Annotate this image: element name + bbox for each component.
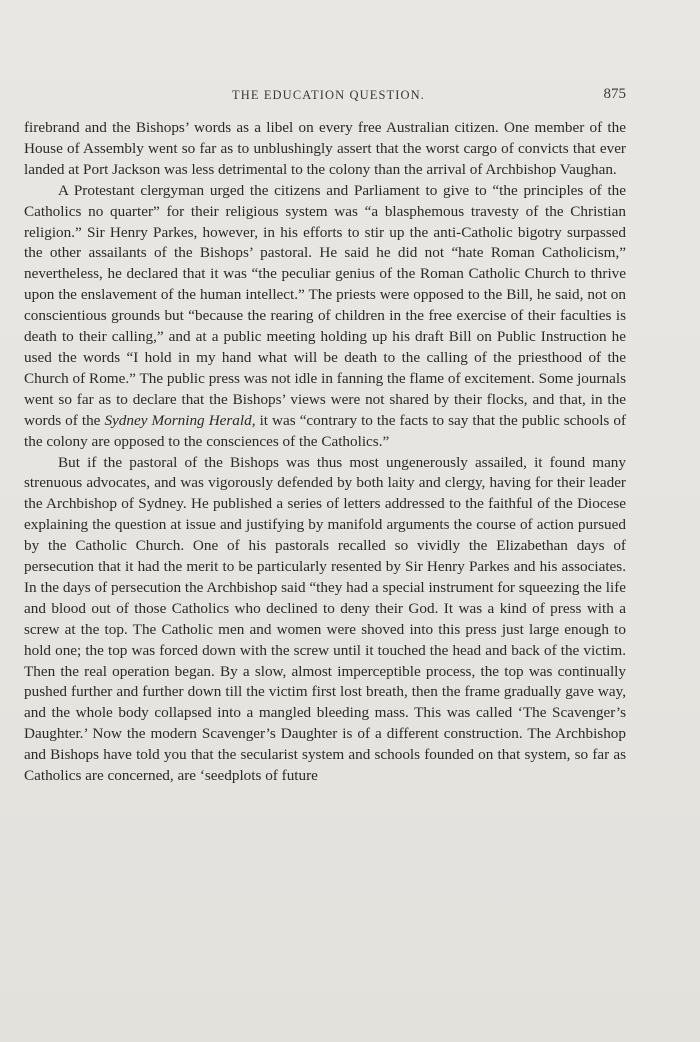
running-title: THE EDUCATION QUESTION. <box>232 88 425 102</box>
paragraph-text: it was “contrary to the facts to say that the public schools of the colony are opposed to the consciences of the Catholics.” <box>24 411 627 450</box>
newspaper-title: Sydney Morning Herald, <box>104 411 256 429</box>
paragraph-pastoral-defended <box>24 453 626 788</box>
paragraph-text: But if the pastoral of the Bishops was thus most ungenerously assailed, it found many strenuous advocates, and was vigorously defended by both laity and clergy, having for their leader the Archbishop of Sydney. He published a series of letters addressed to the faithful of the Diocese explaining the question at issue and justifying by manifold arguments the course of action pursued by the Catholic Church. One of his pastorals recalled so vividly the Elizabethan days of persecution that it had the merit to be particularly resented by Sir Henry Parkes and his associates. In the days of persecution the Archbishop said “they had a special instrument for squeezing the life and blood out of those Catholics who declined to deny their God. It was a kind of press with a screw at the top. The Catholic men and women were shoved into this press just large enough to hold one; the top was forced down with the screw until it touched the head and back of the victim. Then the real operation began. By a slow, almost imperceptible process, the top was continually pushed further and further down till the victim first lost breath, then the frame gradually gave way, and the whole body collapsed into a mangled bleeding mass. This was called ‘The Scavenger’s Daughter.’ Now the modern Scavenger’s Daughter is of a different construction. The Archbishop and Bishops have told you that the secularist system and schools founded on that system, so far as Catholics are concerned, are ‘seedplots of future <box>24 453 626 785</box>
paragraph-text: A Protestant clergyman urged the citizens and Parliament to give to “the principles of the Catholics no quarter” for their religious system was “a blasphemous travesty of the Christian religion.” Sir Henry Parkes, however, in his efforts to stir up the anti-Catholic bigotry surpassed the other assailants of the Bishops’ pastoral. He said he did not “hate Roman Catholicism,” nevertheless, he declared that it was “the peculiar genius of the Roman Catholic Church to thrive upon the enslavement of the human intellect.” The priests were opposed to the Bill, he said, not on conscientious grounds but “because the rearing of children in the free exercise of their faculties is death to their calling,” and at a public meeting holding up his draft Bill on Public Instruction he used the words “I hold in my hand what will be death to the calling of the priesthood of the Church of Rome.” The public press was not idle in fanning the flame of excitement. Some journals went so far as to declare that the Bishops’ views were not shared by their flocks, and that, in the words of the <box>24 181 626 429</box>
paragraph-continued <box>24 118 626 181</box>
paragraph-protestant-clergyman <box>24 181 626 453</box>
body-text <box>24 118 626 787</box>
paragraph-text: firebrand and the Bishops’ words as a libel on every free Australian citizen. One member of the House of Assembly went so far as to unblushingly assert that the worst cargo of convicts that ever landed at Port Jackson was less detrimental to the colony than the arrival of Archbishop Vaughan. <box>24 119 626 178</box>
page-number: 875 <box>603 86 626 102</box>
running-header <box>24 86 626 106</box>
